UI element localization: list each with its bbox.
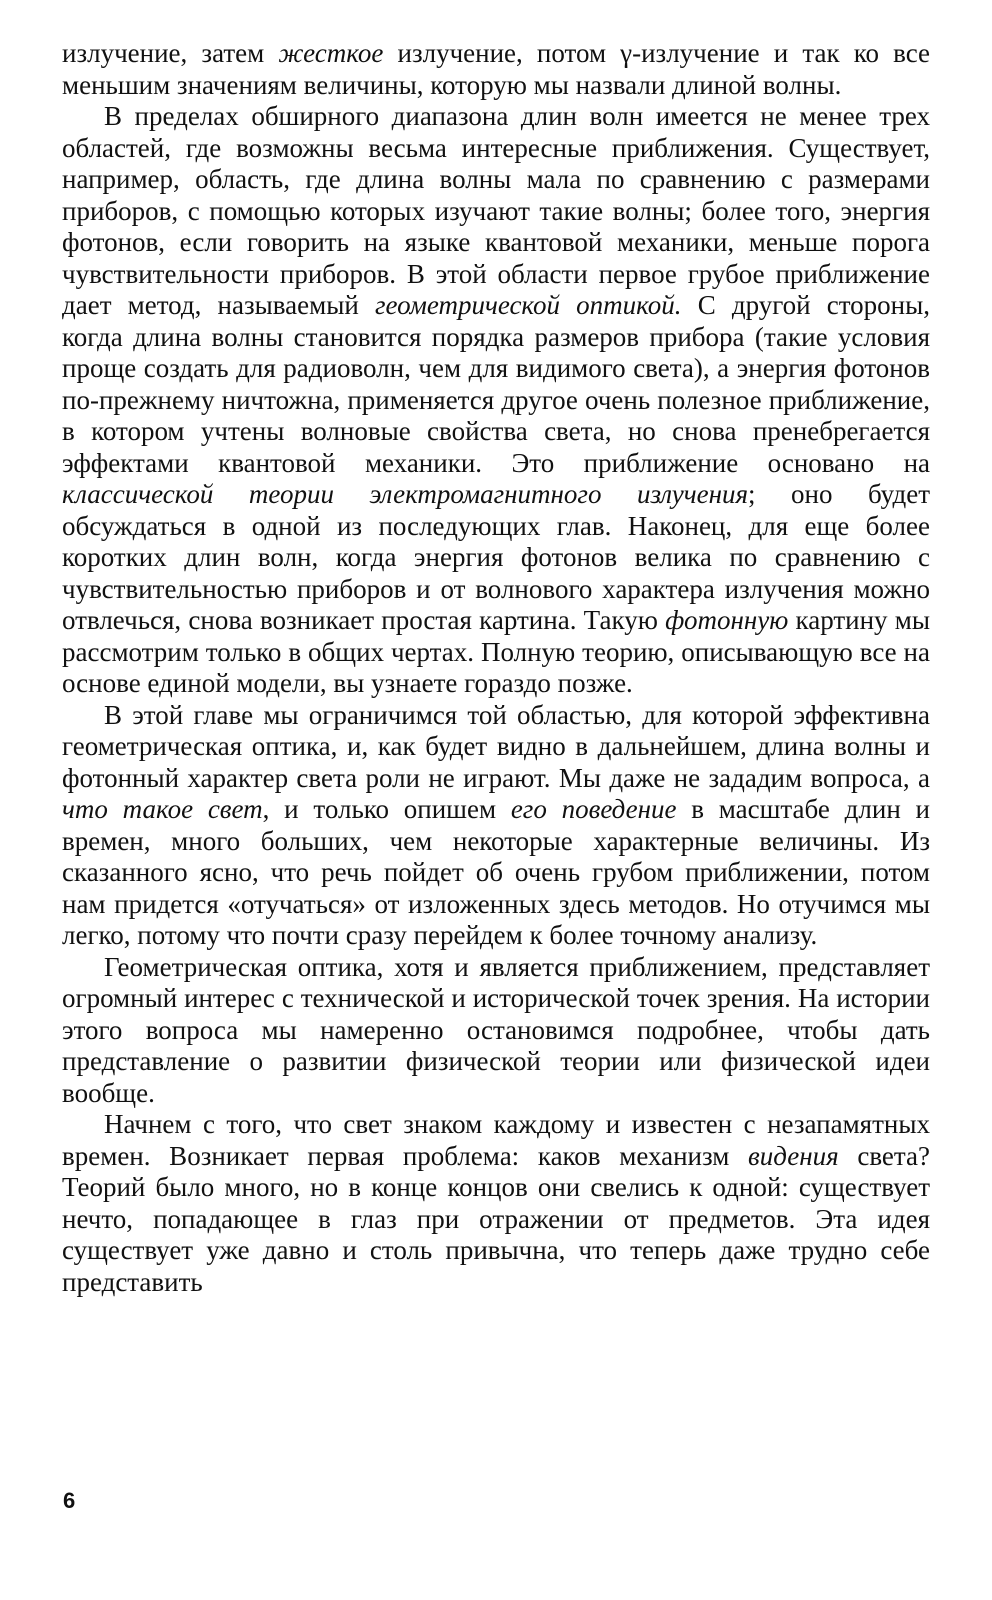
- text-segment: Начнем с того, что свет знаком каждому и известен с незапамятных времен. Возникает первая проблема: каков механизм: [62, 1109, 930, 1171]
- text-segment: ; оно будет обсуждаться в одной из последующих глав. Наконец, для еще более коротких длин волн, когда энергия фотонов велика по сравнению с чувствительностью приборов и от волнового характера излучения можно отвлечься, снова возникает простая картина. Такую: [62, 479, 930, 635]
- paragraph: [62, 700, 930, 952]
- page-text-body: [62, 38, 930, 1298]
- page-number: 6: [63, 1488, 76, 1513]
- paragraph: [62, 101, 930, 700]
- paragraph: [62, 952, 930, 1110]
- italic-term: его поведение: [510, 794, 677, 824]
- italic-term: видения: [748, 1140, 839, 1171]
- text-segment: С другой стороны, когда длина волны становится порядка размеров прибора (такие условия проще создать для радиоволн, чем для видимого света), а энергия фотонов по-прежнему ничтожна, применяется другое очень полезное приближение, в котором учтены волновые свойства света, но снова пренебрегается эффектами квантовой механики. Это приближение основано на: [62, 290, 930, 478]
- text-segment: в масштабе длин и времен, много больших, чем некоторые характерные величины. Из сказанного ясно, что речь пойдет об очень грубом приближении, потом нам придется «отучаться» от изложенных здесь методов. Но отучимся мы легко, потому что почти сразу перейдем к более точному анализу.: [62, 794, 930, 950]
- text-segment: света? Теорий было много, но в конце концов они свелись к одной: существует нечто, попадающее в глаз при отражении от предметов. Эта идея существует уже давно и столь привычна, что теперь даже трудно себе представить: [62, 1140, 931, 1297]
- text-segment: В этой главе мы ограничимся той областью, для которой эффективна геометрическая оптика, и, как будет видно в дальнейшем, длина волны и фотонный характер света роли не играют. Мы даже не зададим вопроса, а: [62, 699, 930, 793]
- text-segment: излучение, потом γ-излучение и так ко все меньшим значениям величины, которую мы назвали длиной волны.: [62, 38, 930, 100]
- italic-term: жесткое: [278, 38, 384, 68]
- italic-term: что такое свет: [62, 794, 263, 824]
- paragraph: [62, 1109, 930, 1298]
- italic-term: геометрической оптикой.: [374, 290, 682, 320]
- text-segment: В пределах обширного диапазона длин волн имеется не менее трех областей, где возможны весьма интересные приближения. Существует, например, область, где длина волны мала по сравнению с размерами приборов, с помощью которых изучают такие волны; более того, энергия фотонов, если говорить на языке квантовой механики, меньше порога чувствительности приборов. В этой области первое грубое приближение дает метод, называемый: [62, 101, 930, 320]
- italic-term: фотонную: [665, 605, 789, 635]
- text-segment: , и только опишем: [262, 794, 511, 824]
- paragraph: [62, 38, 930, 101]
- text-segment: излучение, затем: [62, 38, 279, 68]
- text-segment: Геометрическая оптика, хотя и является приближением, представляет огромный интерес с технической и исторической точек зрения. На истории этого вопроса мы намеренно остановимся подробнее, чтобы дать представление о развитии физической теории или физической идеи вообще.: [62, 951, 930, 1108]
- italic-term: классической теории электромагнитного излучения: [62, 479, 749, 509]
- text-segment: картину мы рассмотрим только в общих чертах. Полную теорию, описывающую все на основе единой модели, вы узнаете гораздо позже.: [62, 605, 931, 698]
